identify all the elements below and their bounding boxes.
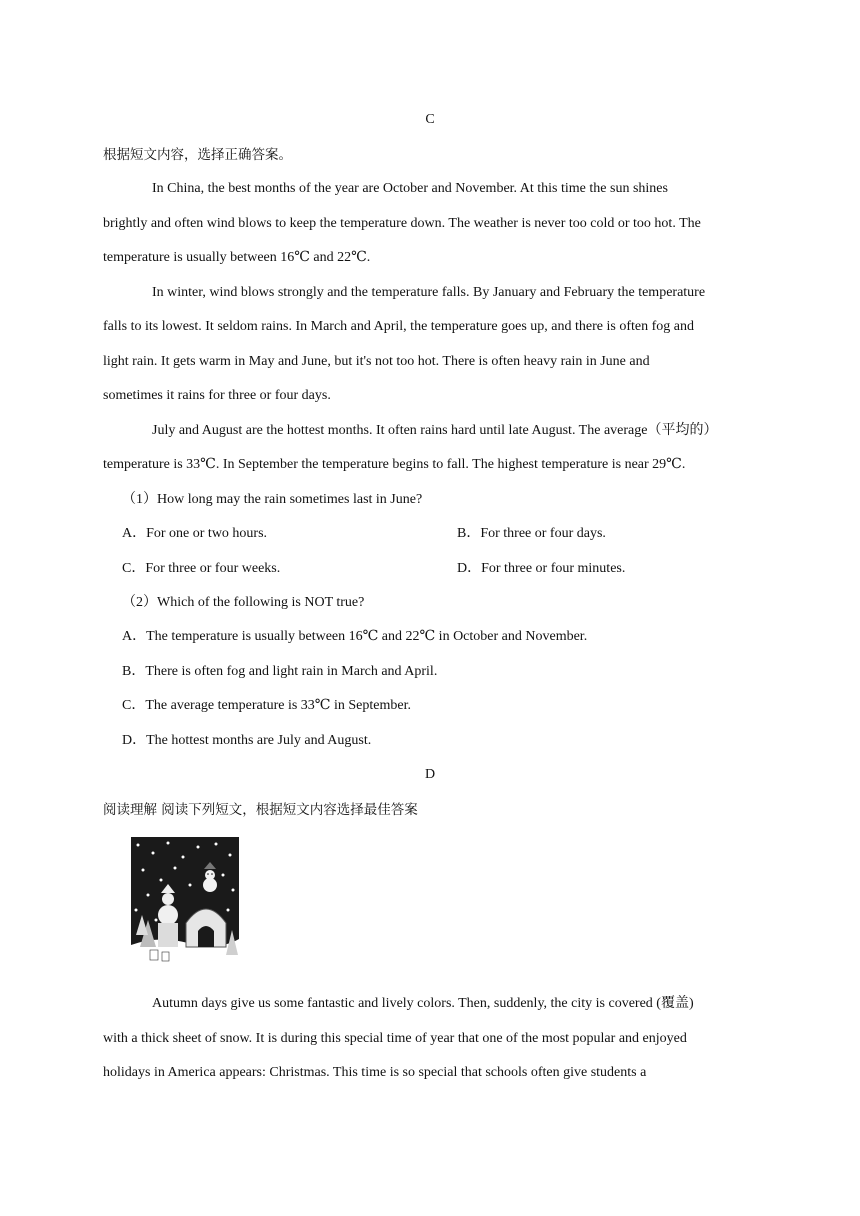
passage-c-line: temperature is 33℃. In September the temperature begins to fall. The highest temperature is near 29℃. xyxy=(103,457,686,472)
question-1-stem: （1）How long may the rain sometimes last in June? xyxy=(122,492,423,507)
passage-d-line: with a thick sheet of snow. It is during this special time of year that one of the most popular and enjoyed xyxy=(103,1031,687,1046)
passage-c-line: temperature is usually between 16℃ and 22℃. xyxy=(103,250,371,265)
question-2-option-d[interactable]: D．The hottest months are July and August. xyxy=(122,733,372,748)
passage-c-line: light rain. It gets warm in May and June, but it's not too hot. There is often heavy rain in June and xyxy=(103,354,650,369)
passage-c-line: July and August are the hottest months. It often rains hard until late August. The average（平均的） xyxy=(152,423,718,438)
passage-c-line: brightly and often wind blows to keep the temperature down. The weather is never too cold or too hot. The xyxy=(103,216,701,231)
passage-c-line: falls to its lowest. It seldom rains. In March and April, the temperature goes up, and there is often fog and xyxy=(103,319,694,334)
question-1-option-b[interactable]: B．For three or four days. xyxy=(457,526,606,541)
question-2-option-a[interactable]: A．The temperature is usually between 16℃ and 22℃ in October and November. xyxy=(122,629,588,644)
question-2-option-c[interactable]: C．The average temperature is 33℃ in September. xyxy=(122,698,411,713)
question-1-option-d[interactable]: D．For three or four minutes. xyxy=(457,561,626,576)
passage-c-line: In winter, wind blows strongly and the temperature falls. By January and February the temperature xyxy=(152,285,706,300)
passage-c-line: In China, the best months of the year are October and November. At this time the sun shines xyxy=(152,181,668,196)
passage-c-line: sometimes it rains for three or four days. xyxy=(103,388,331,403)
passage-d-line: Autumn days give us some fantastic and lively colors. Then, suddenly, the city is covered (覆盖) xyxy=(152,996,694,1011)
passage-d-line: holidays in America appears: Christmas. This time is so special that schools often give students a xyxy=(103,1065,647,1080)
section-c-instruction: 根据短文内容，选择正确答案。 xyxy=(103,147,292,163)
question-1-option-a[interactable]: A．For one or two hours. xyxy=(122,526,268,541)
question-2-stem: （2）Which of the following is NOT true? xyxy=(122,595,365,610)
question-2-option-b[interactable]: B．There is often fog and light rain in March and April. xyxy=(122,664,438,679)
section-c-label: C xyxy=(425,112,435,127)
snowy-christmas-scene-icon xyxy=(128,835,242,975)
section-d-instruction: 阅读理解 阅读下列短文，根据短文内容选择最佳答案 xyxy=(103,802,418,818)
question-1-option-c[interactable]: C．For three or four weeks. xyxy=(122,561,281,576)
section-d-label: D xyxy=(424,767,436,782)
